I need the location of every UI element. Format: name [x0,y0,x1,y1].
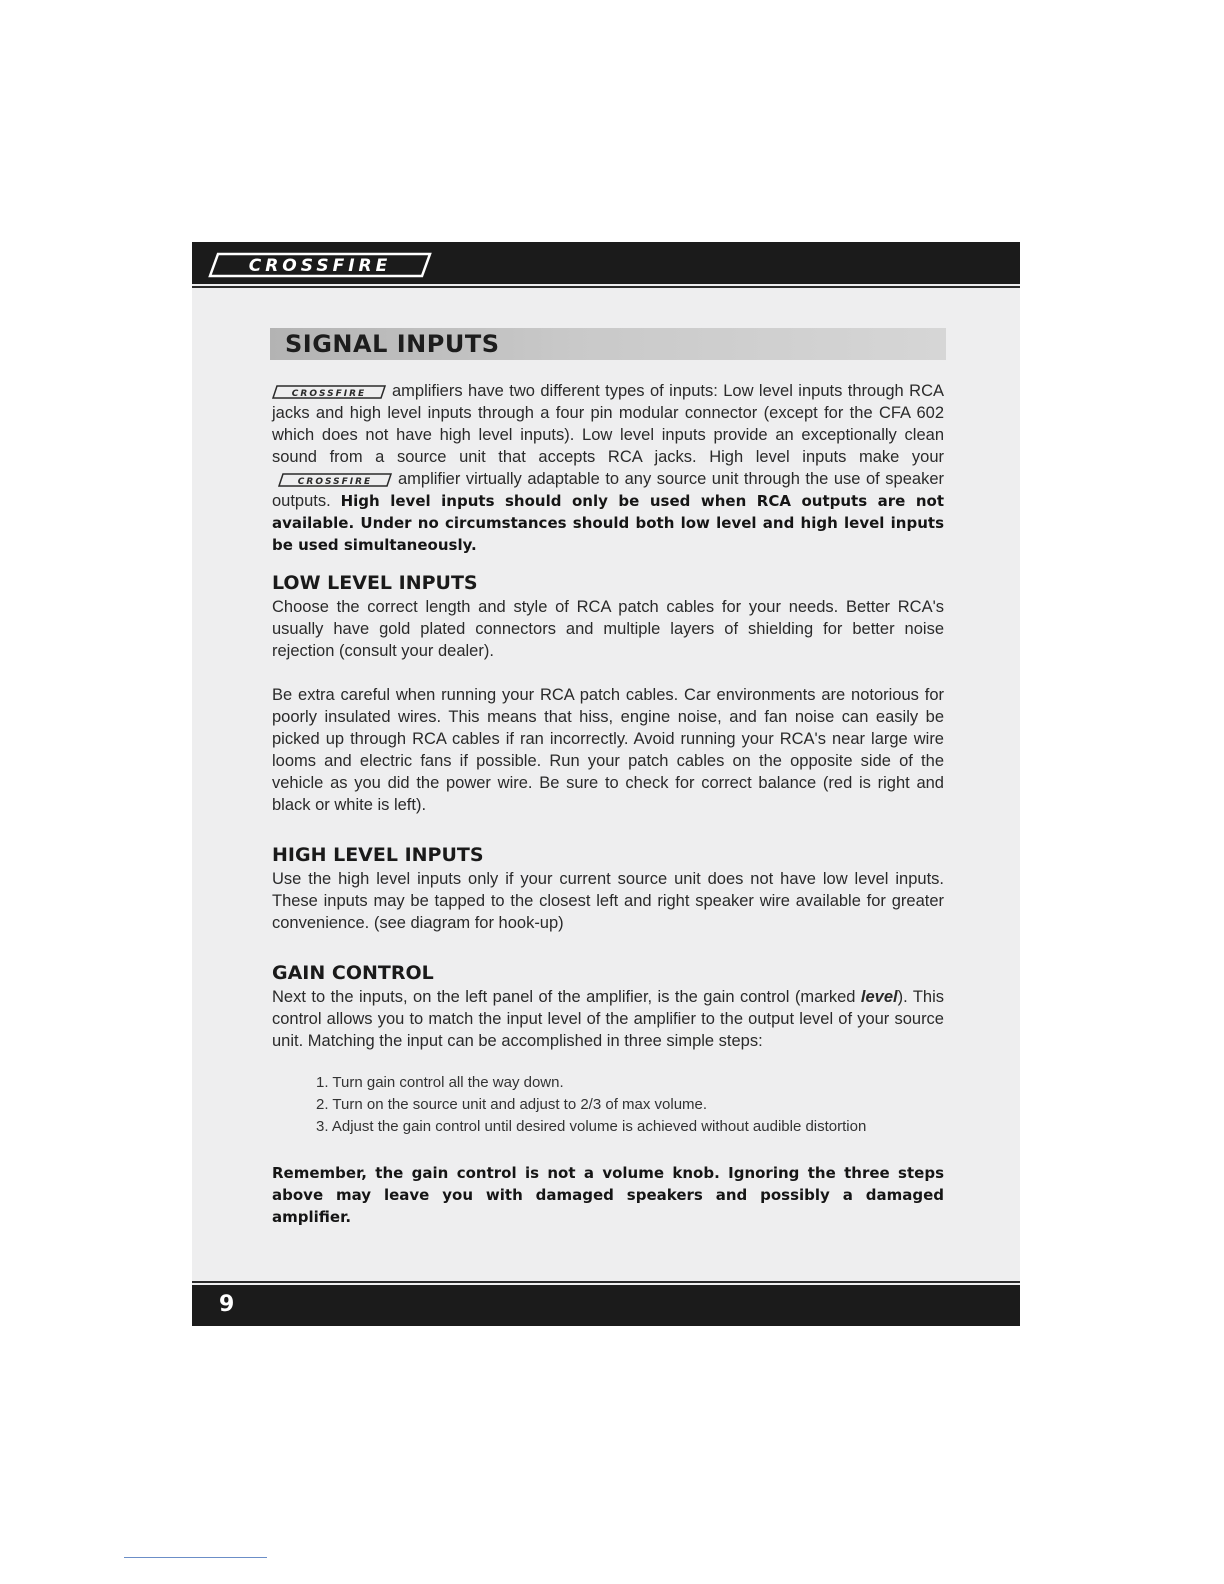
intro-paragraph [272,380,944,556]
list-item: 3. Adjust the gain control until desired volume is achieved without audible distortion [316,1118,867,1135]
crossfire-logo [208,252,432,278]
gain-para-end: ). This control allows you to match the input level of the amplifier to the output level of your source unit. Matching the input can be accomplished in three simple steps: [272,988,944,1050]
header-rule [192,286,1020,288]
low-level-paragraph-2: Be extra careful when running your RCA patch cables. Car environments are notorious for poorly insulated wires. This means that hiss, engine noise, and fan noise can easily be picked up through RCA cables if ran incorrectly. Avoid running your RCA's near large wire looms and electric fans if possible. Run your patch cables on the opposite side of the vehicle as you did the power wire. Be sure to check for correct balance (red is right and black or white is left). [272,686,944,814]
high-level-paragraph: Use the high level inputs only if your current source unit does not have low level inputs. These inputs may be tapped to the closest left and right speaker wire available for greater convenience. (see diagram for hook-up) [272,870,944,932]
high-level-heading: HIGH LEVEL INPUTS [272,844,484,866]
crossfire-inline-logo [272,385,386,399]
list-item: 1. Turn gain control all the way down. [316,1074,564,1091]
footnote-divider [124,1557,267,1558]
intro-warning: High level inputs should only be used when RCA outputs are not available. Under no circumstances should both low level and high level inputs be used simultaneously. [272,492,945,554]
gain-steps-list [272,1072,944,1138]
low-level-paragraph-1: Choose the correct length and style of RCA patch cables for your needs. Better RCA's usually have gold plated connectors and multiple layers of shielding for better noise rejection (consult your dealer). [272,598,944,660]
svg-text:CROSSFIRE: CROSSFIRE [297,477,373,487]
crossfire-inline-logo-2 [278,473,392,487]
section-title: SIGNAL INPUTS [285,330,500,358]
intro-text-2: amplifier virtually adaptable to any source unit through the use of speaker outputs. [272,470,944,510]
list-item: 2. Turn on the source unit and adjust to 2/3 of max volume. [316,1096,708,1113]
gain-control-paragraph [272,986,944,1052]
svg-text:CROSSFIRE: CROSSFIRE [291,389,367,399]
header-bar [192,242,1020,284]
section-title-bar [270,328,946,360]
page-content [272,380,944,1228]
gain-warning: Remember, the gain control is not a volume knob. Ignoring the three steps above may leave you with damaged speakers and possibly a damaged amplifier. [272,1164,944,1226]
footer-bar [192,1285,1020,1326]
gain-level-label: level [860,988,898,1006]
page-number: 9 [219,1292,235,1317]
intro-text-1: amplifiers have two different types of inputs: Low level inputs through RCA jacks and high level inputs through a four pin modular connector (except for the CFA 602 which does not have high level inputs). Low level inputs provide an exceptionally clean sound from a source unit that accepts RCA jacks. High level inputs make your [272,382,944,466]
svg-text:CROSSFIRE: CROSSFIRE [248,256,392,276]
low-level-heading: LOW LEVEL INPUTS [272,572,478,594]
footer-rule [192,1281,1020,1283]
gain-para-start: Next to the inputs, on the left panel of the amplifier, is the gain control (marked [272,988,861,1006]
gain-control-heading: GAIN CONTROL [272,962,434,984]
manual-page [192,242,1020,1326]
